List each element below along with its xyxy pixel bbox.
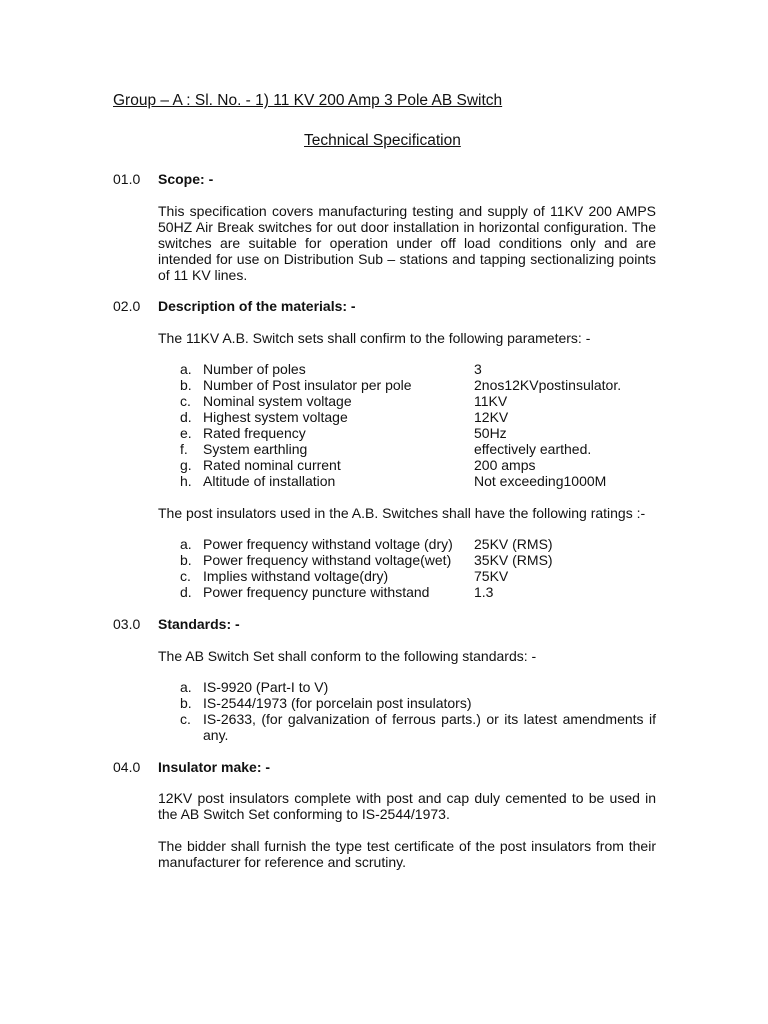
parameter-value: 2nos12KVpostinsulator. <box>474 377 622 393</box>
item-letter: e. <box>180 425 192 441</box>
rating-label: Power frequency withstand voltage(wet) <box>203 552 452 568</box>
standards-letter-b: b. <box>180 695 192 711</box>
ratings-list <box>180 536 660 600</box>
section-number-03: 03.0 <box>113 616 141 632</box>
parameter-label: Rated nominal current <box>203 457 341 473</box>
parameter-label: Number of poles <box>203 361 306 377</box>
section-title-materials: Description of the materials: - <box>158 298 356 314</box>
parameter-label: Altitude of installation <box>203 473 336 489</box>
section-title-standards: Standards: - <box>158 616 240 632</box>
section-number-01: 01.0 <box>113 171 141 187</box>
section-title-scope: Scope: - <box>158 171 214 187</box>
item-letter: b. <box>180 552 192 568</box>
parameter-label: Nominal system voltage <box>203 393 352 409</box>
section-title-insulator: Insulator make: - <box>158 759 271 775</box>
item-letter: g. <box>180 457 192 473</box>
item-letter: h. <box>180 473 192 489</box>
scope-paragraph: This specification covers manufacturing testing and supply of 11KV 200 AMPS 50HZ Air Break switches for out door installation in horizontal configuration. The switches are suitable for operation under off load conditions only and are intended for use on Distribution Sub – stations and tapping sectionalizing points of 11 KV lines. <box>158 203 656 283</box>
parameters-list <box>180 361 660 489</box>
section-number-02: 02.0 <box>113 298 141 314</box>
ratings-intro: The post insulators used in the A.B. Switches shall have the following ratings :- <box>158 505 646 521</box>
item-letter: d. <box>180 584 192 600</box>
item-letter: c. <box>180 393 191 409</box>
rating-value: 75KV <box>474 568 509 584</box>
insulator-paragraph-1: 12KV post insulators complete with post and cap duly cemented to be used in the AB Switch Set conforming to IS-2544/1973. <box>158 790 656 822</box>
list-item <box>180 393 660 409</box>
parameter-label: Rated frequency <box>203 425 306 441</box>
parameter-value: 50Hz <box>474 425 507 441</box>
list-item <box>180 457 660 473</box>
item-letter: b. <box>180 377 192 393</box>
rating-value: 35KV (RMS) <box>474 552 553 568</box>
document-title: Group – A : Sl. No. - 1) 11 KV 200 Amp 3 Pole AB Switch <box>113 92 503 109</box>
rating-label: Power frequency puncture withstand <box>203 584 430 600</box>
parameter-value: 3 <box>474 361 482 377</box>
section-number-04: 04.0 <box>113 759 141 775</box>
list-item <box>180 409 660 425</box>
item-letter: a. <box>180 361 192 377</box>
rating-label: Implies withstand voltage(dry) <box>203 568 389 584</box>
parameter-value: effectively earthed. <box>474 441 592 457</box>
list-item <box>180 377 660 393</box>
rating-value: 25KV (RMS) <box>474 536 553 552</box>
parameter-value: 12KV <box>474 409 509 425</box>
document-subtitle: Technical Specification <box>304 132 461 149</box>
list-item <box>180 441 660 457</box>
list-item <box>180 361 660 377</box>
item-letter: c. <box>180 568 191 584</box>
standards-intro: The AB Switch Set shall conform to the following standards: - <box>158 648 537 664</box>
item-letter: f. <box>180 441 188 457</box>
item-letter: d. <box>180 409 192 425</box>
rating-label: Power frequency withstand voltage (dry) <box>203 536 453 552</box>
parameter-label: Number of Post insulator per pole <box>203 377 412 393</box>
list-item <box>180 473 660 489</box>
item-letter: a. <box>180 536 192 552</box>
standards-item-c: IS-2633, (for galvanization of ferrous parts.) or its latest amendments if any. <box>203 711 656 743</box>
parameters-intro: The 11KV A.B. Switch sets shall confirm to the following parameters: - <box>158 330 591 346</box>
list-item <box>180 568 660 584</box>
rating-value: 1.3 <box>474 584 494 600</box>
list-item <box>180 425 660 441</box>
parameter-label: System earthling <box>203 441 308 457</box>
standards-letter-c: c. <box>180 711 191 727</box>
parameter-label: Highest system voltage <box>203 409 348 425</box>
standards-letter-a: a. <box>180 679 192 695</box>
list-item <box>180 536 660 552</box>
parameter-value: 200 amps <box>474 457 536 473</box>
parameter-value: Not exceeding1000M <box>474 473 607 489</box>
insulator-paragraph-2: The bidder shall furnish the type test certificate of the post insulators from their manufacturer for reference and scrutiny. <box>158 838 656 870</box>
standards-item-a: IS-9920 (Part-I to V) <box>203 679 329 695</box>
parameter-value: 11KV <box>474 393 508 409</box>
list-item <box>180 584 660 600</box>
standards-item-b: IS-2544/1973 (for porcelain post insulators) <box>203 695 472 711</box>
list-item <box>180 552 660 568</box>
